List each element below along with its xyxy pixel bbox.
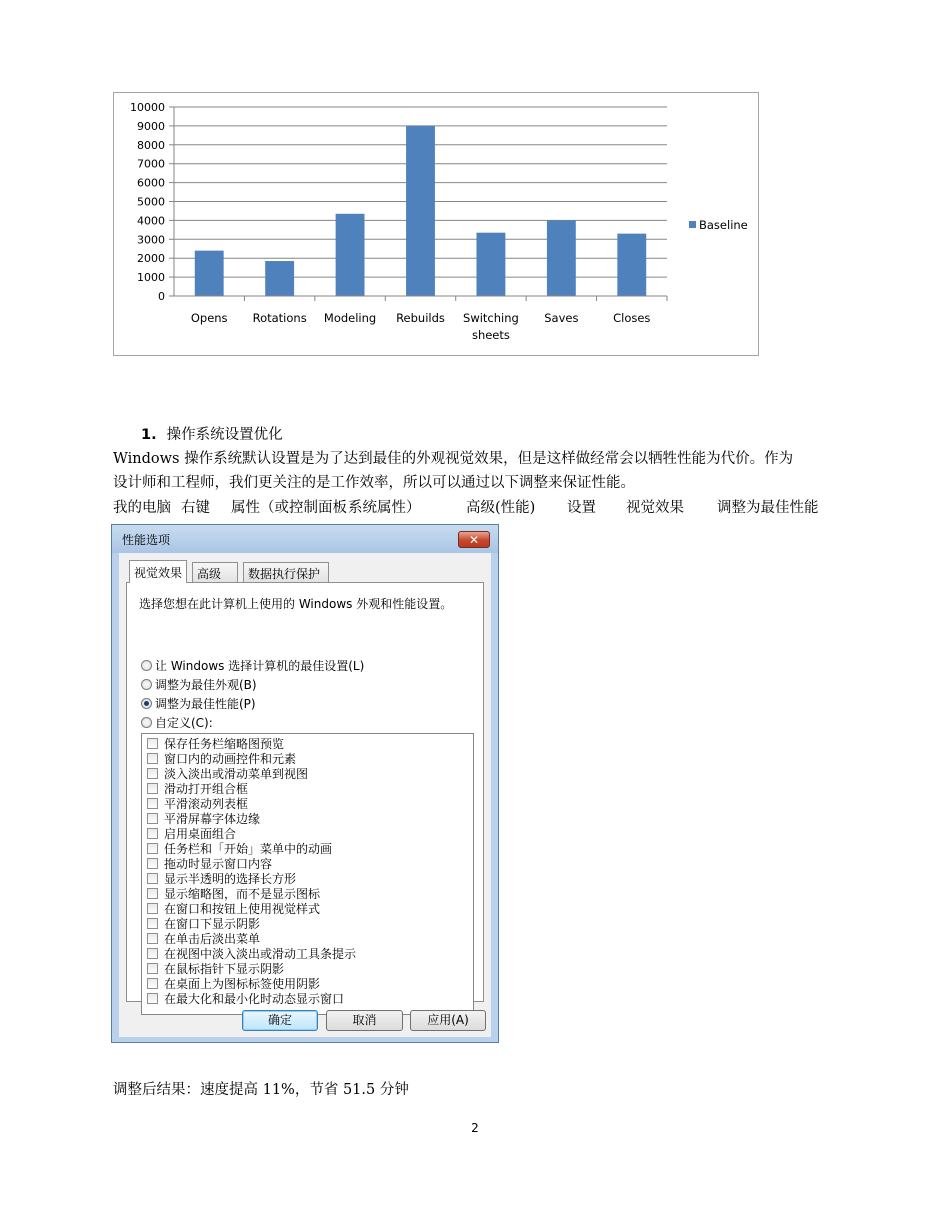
checkbox-icon[interactable] [147, 738, 158, 749]
option-label: 显示缩略图，而不是显示图标 [164, 887, 321, 901]
panel-description: 选择您想在此计算机上使用的 Windows 外观和性能设置。 [139, 597, 453, 611]
legend-swatch [689, 221, 696, 228]
dialog-title: 性能选项 [122, 533, 171, 547]
checkbox-icon[interactable] [147, 963, 158, 974]
checkbox-icon[interactable] [147, 918, 158, 929]
bar [195, 251, 224, 296]
option-checkbox-row[interactable] [147, 752, 296, 767]
path-step: 属性（或控制面板 [231, 500, 347, 516]
option-label: 显示半透明的选择长方形 [164, 872, 297, 886]
y-tick-label: 1000 [137, 271, 165, 285]
bar [476, 233, 505, 296]
y-tick-label: 3000 [137, 233, 165, 247]
checkbox-icon[interactable] [147, 813, 158, 824]
option-checkbox-row[interactable] [147, 992, 344, 1007]
chart-canvas [114, 93, 760, 357]
radio-custom[interactable] [141, 715, 213, 731]
option-label: 淡入淡出或滑动菜单到视图 [164, 767, 309, 781]
option-label: 任务栏和「开始」菜单中的动画 [164, 842, 333, 856]
path-step: 视觉效果 [626, 500, 684, 516]
y-tick-label: 5000 [137, 195, 165, 209]
checkbox-icon[interactable] [147, 888, 158, 899]
option-label: 平滑屏幕字体边缘 [164, 812, 261, 826]
section-number: 1. [141, 427, 157, 443]
option-checkbox-row[interactable] [147, 977, 320, 992]
checkbox-icon[interactable] [147, 828, 158, 839]
x-tick-label: Saves [544, 311, 579, 325]
option-label: 平滑滚动列表框 [164, 797, 249, 811]
performance-bar-chart [113, 92, 759, 356]
y-tick-label: 0 [158, 290, 165, 303]
page-number: 2 [471, 1121, 479, 1135]
path-step: 右键 [181, 500, 210, 516]
radio-best-appearance[interactable] [141, 677, 257, 693]
dialog-titlebar[interactable] [112, 525, 498, 553]
path-step: 系统属性） [348, 500, 421, 516]
bar [617, 234, 646, 296]
option-checkbox-row[interactable] [147, 947, 356, 962]
x-tick-label: Rebuilds [396, 311, 445, 325]
option-checkbox-row[interactable] [147, 767, 308, 782]
result-text: 调整后结果：速度提高 11%，节省 51.5 分钟 [113, 1082, 409, 1098]
close-icon: ✕ [468, 533, 480, 547]
y-tick-label: 7000 [137, 157, 165, 171]
checkbox-icon[interactable] [147, 903, 158, 914]
radio-icon [141, 679, 152, 690]
option-label: 在窗口和按钮上使用视觉样式 [164, 902, 321, 916]
radio-label: 让 Windows 选择计算机的最佳设置(L) [155, 659, 365, 673]
x-tick-label: Modeling [323, 311, 377, 325]
option-checkbox-row[interactable] [147, 812, 260, 827]
checkbox-icon[interactable] [147, 753, 158, 764]
option-checkbox-row[interactable] [147, 917, 260, 932]
option-checkbox-row[interactable] [147, 737, 284, 752]
dialog-body [119, 553, 491, 1037]
option-checkbox-row[interactable] [147, 782, 248, 797]
radio-label: 调整为最佳性能(P) [155, 697, 256, 711]
y-tick-label: 4000 [137, 214, 165, 228]
checkbox-icon[interactable] [147, 858, 158, 869]
x-tick-label: Opens [190, 311, 228, 325]
tab-visual-effects[interactable]: 视觉效果 [129, 560, 187, 583]
checkbox-icon[interactable] [147, 843, 158, 854]
radio-label: 自定义(C): [155, 716, 213, 730]
option-label: 启用桌面组合 [164, 827, 237, 841]
option-checkbox-row[interactable] [147, 827, 236, 842]
option-label: 保存任务栏缩略图预览 [164, 737, 285, 751]
option-label: 拖动时显示窗口内容 [164, 857, 273, 871]
paragraph-line-1: Windows 操作系统默认设置是为了达到最佳的外观视觉效果，但是这样做经常会以牺牲性能为代价。作为 [113, 451, 794, 467]
checkbox-icon[interactable] [147, 873, 158, 884]
option-checkbox-row[interactable] [147, 887, 320, 902]
option-checkbox-row[interactable] [147, 962, 284, 977]
bar [336, 214, 365, 296]
cancel-button[interactable]: 取消 [326, 1010, 403, 1031]
path-step: 我的电脑 [113, 500, 171, 516]
radio-let-windows-choose[interactable] [141, 658, 364, 674]
radio-selected-icon [141, 698, 152, 709]
checkbox-icon[interactable] [147, 948, 158, 959]
option-label: 在桌面上为图标标签使用阴影 [164, 977, 321, 991]
option-label: 在单击后淡出菜单 [164, 932, 261, 946]
radio-icon [141, 660, 152, 671]
option-checkbox-row[interactable] [147, 872, 296, 887]
option-label: 在最大化和最小化时动态显示窗口 [164, 992, 345, 1006]
tab-advanced[interactable]: 高级 [192, 562, 238, 582]
option-checkbox-row[interactable] [147, 797, 248, 812]
radio-label: 调整为最佳外观(B) [155, 678, 257, 692]
visual-effects-list[interactable] [141, 733, 474, 1015]
option-checkbox-row[interactable] [147, 842, 332, 857]
y-tick-label: 10000 [130, 101, 165, 114]
y-tick-label: 8000 [137, 138, 165, 152]
checkbox-icon[interactable] [147, 933, 158, 944]
checkbox-icon[interactable] [147, 783, 158, 794]
bar [406, 126, 435, 296]
option-checkbox-row[interactable] [147, 932, 260, 947]
option-label: 在视图中淡入淡出或滑动工具条提示 [164, 947, 357, 961]
checkbox-icon[interactable] [147, 993, 158, 1004]
visual-effects-panel [126, 582, 484, 1006]
legend-label: Baseline [699, 218, 748, 232]
checkbox-icon[interactable] [147, 798, 158, 809]
path-step: 高级(性能) [466, 500, 536, 516]
option-checkbox-row[interactable] [147, 902, 320, 917]
option-label: 窗口内的动画控件和元素 [164, 752, 297, 766]
radio-best-performance[interactable] [141, 696, 256, 712]
ok-button[interactable]: 确定 [242, 1010, 318, 1031]
option-checkbox-row[interactable] [147, 857, 272, 872]
bar [547, 220, 576, 296]
x-tick-label: Rotations [252, 311, 307, 325]
x-tick-label: Switching [463, 311, 519, 325]
x-tick-label: sheets [471, 328, 510, 342]
settings-path [113, 497, 819, 519]
y-tick-label: 6000 [137, 176, 165, 190]
tab-data-execution-prevention[interactable]: 数据执行保护 [243, 562, 329, 582]
option-label: 在鼠标指针下显示阴影 [164, 962, 285, 976]
radio-icon [141, 717, 152, 728]
close-button[interactable] [458, 531, 490, 548]
option-label: 在窗口下显示阴影 [164, 917, 261, 931]
path-step: 设置 [567, 500, 596, 516]
section-heading [141, 424, 283, 446]
apply-button[interactable]: 应用(A) [410, 1010, 486, 1031]
checkbox-icon[interactable] [147, 978, 158, 989]
x-tick-label: Closes [613, 311, 651, 325]
y-tick-label: 2000 [137, 252, 165, 266]
bar [265, 261, 294, 296]
section-title: 操作系统设置优化 [166, 427, 283, 443]
performance-options-dialog [111, 524, 499, 1043]
y-tick-label: 9000 [137, 119, 165, 133]
path-step: 调整为最佳性能 [717, 500, 819, 516]
option-label: 滑动打开组合框 [164, 782, 249, 796]
paragraph-line-2: 设计师和工程师，我们更关注的是工作效率，所以可以通过以下调整来保证性能。 [113, 475, 635, 491]
checkbox-icon[interactable] [147, 768, 158, 779]
